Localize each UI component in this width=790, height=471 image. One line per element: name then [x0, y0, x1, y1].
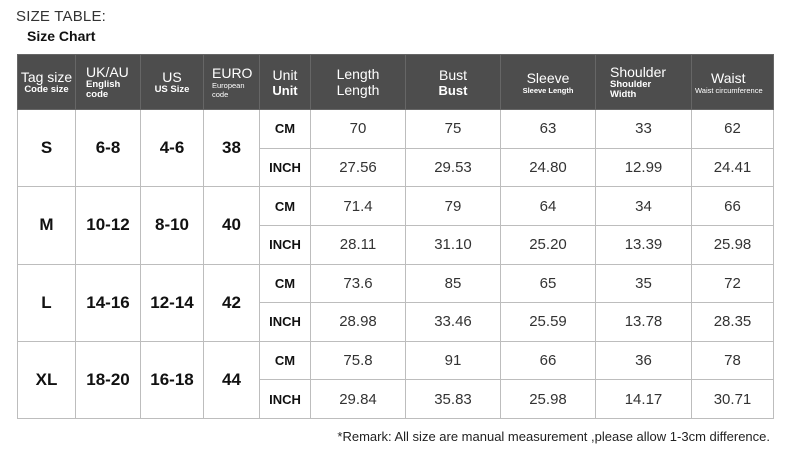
length-cell: 73.6	[311, 264, 406, 303]
bust-cell: 33.46	[406, 303, 501, 342]
euro-cell: 40	[204, 187, 260, 264]
shoulder-cell: 14.17	[596, 380, 692, 419]
unit-cell: CM	[260, 187, 311, 226]
header-length: Length Length	[311, 55, 406, 110]
header-bust: Bust Bust	[406, 55, 501, 110]
sleeve-cell: 66	[501, 341, 596, 380]
unit-cell: CM	[260, 264, 311, 303]
shoulder-cell: 12.99	[596, 148, 692, 187]
shoulder-cell: 33	[596, 110, 692, 149]
waist-cell: 66	[692, 187, 774, 226]
waist-cell: 72	[692, 264, 774, 303]
header-tag-size: Tag size Code size	[18, 55, 76, 110]
sleeve-cell: 65	[501, 264, 596, 303]
shoulder-cell: 34	[596, 187, 692, 226]
tag-size-cell: M	[18, 187, 76, 264]
waist-cell: 78	[692, 341, 774, 380]
us-cell: 8-10	[141, 187, 204, 264]
length-cell: 28.11	[311, 225, 406, 264]
page-subheading: Size Chart	[27, 28, 96, 44]
us-cell: 12-14	[141, 264, 204, 341]
ukau-cell: 14-16	[76, 264, 141, 341]
sleeve-cell: 63	[501, 110, 596, 149]
waist-cell: 25.98	[692, 225, 774, 264]
length-cell: 29.84	[311, 380, 406, 419]
bust-cell: 35.83	[406, 380, 501, 419]
unit-cell: INCH	[260, 303, 311, 342]
sleeve-cell: 25.20	[501, 225, 596, 264]
bust-cell: 79	[406, 187, 501, 226]
shoulder-cell: 36	[596, 341, 692, 380]
ukau-cell: 10-12	[76, 187, 141, 264]
unit-cell: CM	[260, 110, 311, 149]
waist-cell: 28.35	[692, 303, 774, 342]
remark-note: *Remark: All size are manual measurement ,please allow 1-3cm difference.	[337, 429, 770, 444]
us-cell: 4-6	[141, 110, 204, 187]
length-cell: 71.4	[311, 187, 406, 226]
header-shoulder: Shoulder Shoulder Width	[596, 55, 692, 110]
bust-cell: 75	[406, 110, 501, 149]
length-cell: 28.98	[311, 303, 406, 342]
sleeve-cell: 25.59	[501, 303, 596, 342]
table-row	[18, 187, 774, 226]
unit-cell: INCH	[260, 148, 311, 187]
unit-cell: INCH	[260, 225, 311, 264]
sleeve-cell: 25.98	[501, 380, 596, 419]
bust-cell: 29.53	[406, 148, 501, 187]
us-cell: 16-18	[141, 341, 204, 418]
table-row	[18, 341, 774, 380]
sleeve-cell: 24.80	[501, 148, 596, 187]
bust-cell: 85	[406, 264, 501, 303]
table-row	[18, 110, 774, 149]
header-waist: Waist Waist circumference	[692, 55, 774, 110]
waist-cell: 30.71	[692, 380, 774, 419]
shoulder-cell: 13.39	[596, 225, 692, 264]
bust-cell: 91	[406, 341, 501, 380]
header-euro: EURO European code	[204, 55, 260, 110]
ukau-cell: 6-8	[76, 110, 141, 187]
tag-size-cell: L	[18, 264, 76, 341]
header-unit: Unit Unit	[260, 55, 311, 110]
unit-cell: CM	[260, 341, 311, 380]
tag-size-cell: S	[18, 110, 76, 187]
header-us: US US Size	[141, 55, 204, 110]
unit-cell: INCH	[260, 380, 311, 419]
tag-size-cell: XL	[18, 341, 76, 418]
shoulder-cell: 13.78	[596, 303, 692, 342]
shoulder-cell: 35	[596, 264, 692, 303]
waist-cell: 24.41	[692, 148, 774, 187]
length-cell: 75.8	[311, 341, 406, 380]
ukau-cell: 18-20	[76, 341, 141, 418]
euro-cell: 42	[204, 264, 260, 341]
waist-cell: 62	[692, 110, 774, 149]
page-heading: SIZE TABLE:	[16, 8, 107, 25]
bust-cell: 31.10	[406, 225, 501, 264]
header-sleeve: Sleeve Sleeve Length	[501, 55, 596, 110]
length-cell: 27.56	[311, 148, 406, 187]
euro-cell: 44	[204, 341, 260, 418]
euro-cell: 38	[204, 110, 260, 187]
sleeve-cell: 64	[501, 187, 596, 226]
length-cell: 70	[311, 110, 406, 149]
table-row	[18, 264, 774, 303]
header-ukau: UK/AU English code	[76, 55, 141, 110]
header-row	[18, 55, 774, 110]
size-chart-table	[17, 54, 774, 419]
